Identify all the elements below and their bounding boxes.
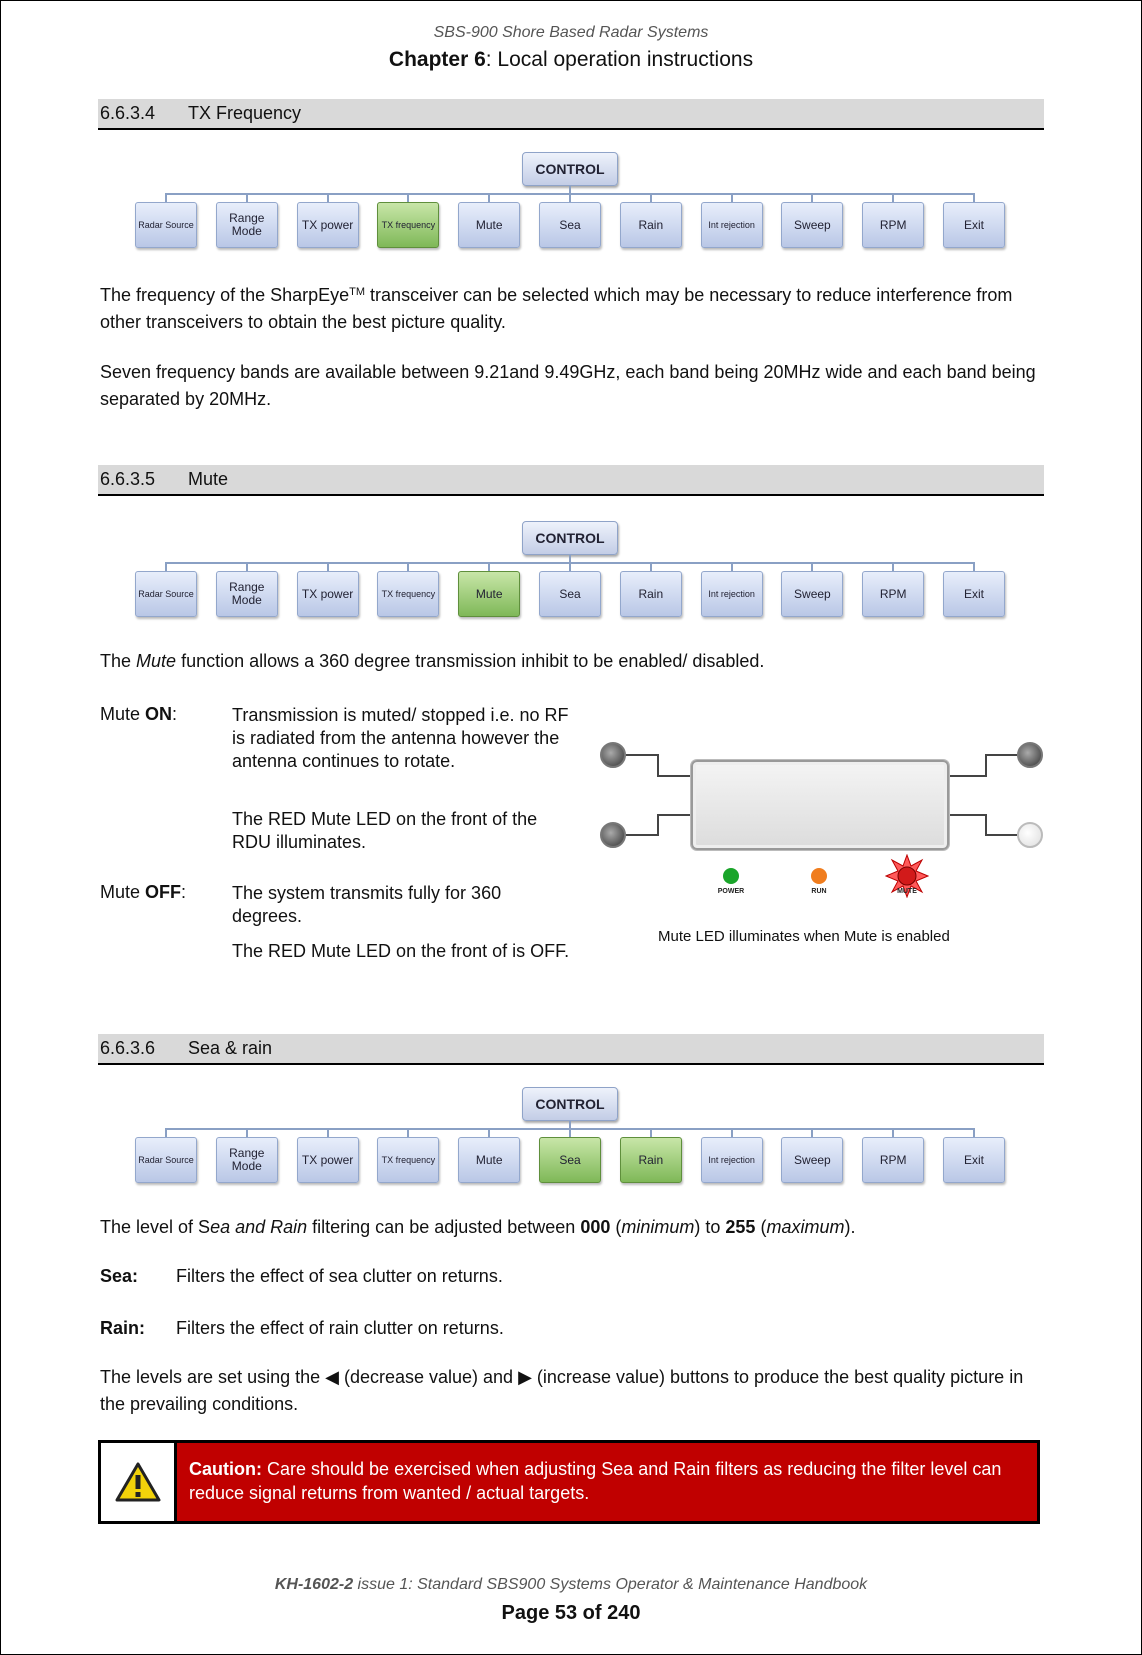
wire: [985, 814, 987, 836]
rain-label: Rain:: [100, 1318, 145, 1338]
mute-intro-b: function allows a 360 degree transmission inhibit to be enabled/ disabled.: [176, 651, 765, 671]
searain-intro-italic: ea and Rain: [210, 1217, 308, 1237]
menu-button-tx-frequency[interactable]: TX frequency: [377, 571, 439, 617]
header-chapter: [0, 48, 1142, 72]
mute-led-label: MUTE: [897, 888, 917, 895]
menu-button-exit[interactable]: Exit: [943, 202, 1005, 248]
menu-button-radar-source[interactable]: Radar Source: [135, 571, 197, 617]
txfreq-p1-text: The frequency of the SharpEye: [100, 285, 350, 305]
caution-label: Caution:: [189, 1459, 262, 1479]
menu-button-tx-power[interactable]: TX power: [297, 571, 359, 617]
power-led-label: POWER: [717, 888, 745, 895]
caution-icon-cell: [101, 1443, 177, 1521]
rdu-display-window: [691, 760, 949, 850]
mute-off-suffix: :: [181, 882, 187, 902]
mute-off-desc-2: The RED Mute LED on the front of is OFF.: [232, 941, 570, 961]
control-header-button[interactable]: CONTROL: [522, 1087, 618, 1121]
menu-button-sea[interactable]: Sea: [539, 202, 601, 248]
max-value: 255: [725, 1217, 756, 1237]
menu-button-rpm[interactable]: RPM: [862, 202, 924, 248]
section-title: TX Frequency: [188, 103, 302, 123]
caution-body: Care should be exercised when adjusting Sea and Rain filters as reducing the filter level can reduce signal returns from wanted / actual targets.: [189, 1459, 1002, 1503]
min-open: (: [610, 1217, 622, 1237]
chapter-number: Chapter 6: [388, 48, 486, 71]
levels-paragraph: [100, 1364, 1040, 1418]
menu-button-rain[interactable]: Rain: [620, 571, 682, 617]
footer-page-number: Page 53 of 240: [501, 1602, 641, 1624]
section-heading-tx-frequency: [98, 99, 1044, 130]
menu-button-range-mode[interactable]: Range Mode: [216, 202, 278, 248]
footer-doc-title: issue 1: Standard SBS900 Systems Operator & Maintenance Handbook: [353, 1576, 868, 1593]
wire: [949, 814, 987, 816]
figure-caption: Mute LED illuminates when Mute is enabled: [658, 928, 950, 945]
knob-bottom-right: [1017, 822, 1043, 848]
min-word: minimum: [621, 1217, 695, 1237]
wire: [985, 834, 1017, 836]
mute-intro-a: The: [100, 651, 137, 671]
max-word: maximum: [766, 1217, 845, 1237]
wire: [657, 775, 693, 777]
header-series: SBS-900 Shore Based Radar Systems: [433, 24, 709, 41]
wire: [949, 775, 987, 777]
txfreq-paragraph-1: [100, 282, 1040, 336]
menu-button-mute[interactable]: Mute: [458, 202, 520, 248]
txfreq-p1-text-rest: transceiver can be selected which may be necessary to reduce interference from other transceivers to obtain the best picture quality.: [100, 285, 1013, 332]
mute-off-desc-1: The system transmits fully for 360 degrees.: [232, 883, 502, 926]
chapter-title: : Local operation instructions: [485, 48, 754, 71]
max-open: (: [755, 1217, 767, 1237]
menu-button-int-rejection[interactable]: Int rejection: [701, 1137, 763, 1183]
control-header-button[interactable]: CONTROL: [522, 152, 618, 186]
sea-label: Sea:: [100, 1266, 139, 1286]
knob-top-right: [1017, 742, 1043, 768]
control-tree-sea-rain: [135, 1087, 1005, 1187]
menu-button-radar-source[interactable]: Radar Source: [135, 202, 197, 248]
menu-button-range-mode[interactable]: Range Mode: [216, 1137, 278, 1183]
control-header-button[interactable]: CONTROL: [522, 521, 618, 555]
menu-button-rain[interactable]: Rain: [620, 1137, 682, 1183]
section-title: Mute: [188, 469, 229, 489]
mute-on-bold: ON: [145, 704, 173, 724]
menu-button-radar-source[interactable]: Radar Source: [135, 1137, 197, 1183]
decrease-arrow-icon: ◀: [325, 1367, 339, 1387]
searain-intro: [100, 1214, 1040, 1241]
run-led: [811, 868, 827, 884]
knob-bottom-left: [600, 822, 626, 848]
wire: [657, 754, 659, 776]
menu-button-sea[interactable]: Sea: [539, 1137, 601, 1183]
mute-off-prefix: Mute: [100, 882, 146, 902]
control-tree-tx-frequency: [135, 152, 1005, 252]
wire: [985, 754, 987, 776]
searain-intro-a: The level of S: [100, 1217, 211, 1237]
min-close: ) to: [694, 1217, 726, 1237]
trademark-sup: TM: [349, 286, 366, 298]
section-title: Sea & rain: [188, 1038, 273, 1058]
menu-button-rpm[interactable]: RPM: [862, 571, 924, 617]
menu-button-tx-power[interactable]: TX power: [297, 1137, 359, 1183]
menu-button-sweep[interactable]: Sweep: [781, 1137, 843, 1183]
menu-button-sea[interactable]: Sea: [539, 571, 601, 617]
power-led: [723, 868, 739, 884]
menu-button-tx-power[interactable]: TX power: [297, 202, 359, 248]
levels-c: (increase value) buttons to produce the best quality picture in the prevailing conditions.: [100, 1367, 1024, 1414]
menu-button-mute[interactable]: Mute: [458, 1137, 520, 1183]
mute-intro-italic: Mute: [136, 651, 177, 671]
wire: [985, 754, 1017, 756]
wire: [657, 814, 693, 816]
wire: [626, 754, 658, 756]
searain-intro-b: filtering can be adjusted between: [307, 1217, 581, 1237]
levels-a: The levels are set using the: [100, 1367, 326, 1387]
mute-on-label: [100, 704, 177, 725]
mute-intro: [100, 648, 1040, 675]
mute-off-label: [100, 882, 186, 903]
menu-button-int-rejection[interactable]: Int rejection: [701, 571, 763, 617]
rain-desc: Filters the effect of rain clutter on returns.: [176, 1318, 504, 1338]
caution-text: [177, 1443, 1037, 1521]
warning-triangle-icon: [115, 1462, 161, 1502]
min-value: 000: [580, 1217, 611, 1237]
menu-button-mute[interactable]: Mute: [458, 571, 520, 617]
section-heading-sea-rain: [98, 1034, 1044, 1065]
footer-doc-ref: [0, 1576, 1142, 1594]
menu-button-int-rejection[interactable]: Int rejection: [701, 202, 763, 248]
mute-off-bold: OFF: [145, 882, 182, 902]
mute-on-suffix: :: [172, 704, 178, 724]
rdu-front-panel-figure: [595, 720, 1055, 900]
max-close: ).: [844, 1217, 856, 1237]
control-tree-mute: [135, 521, 1005, 621]
wire: [626, 834, 658, 836]
mute-on-prefix: Mute: [100, 704, 146, 724]
menu-button-tx-frequency[interactable]: TX frequency: [377, 202, 439, 248]
sea-desc: Filters the effect of sea clutter on returns.: [176, 1266, 503, 1286]
knob-top-left: [600, 742, 626, 768]
menu-button-tx-frequency[interactable]: TX frequency: [377, 1137, 439, 1183]
mute-on-desc-1: Transmission is muted/ stopped i.e. no RF is radiated from the antenna however the antenna continues to rotate.: [232, 705, 569, 771]
mute-on-desc-2: The RED Mute LED on the front of the RDU illuminates.: [232, 809, 538, 852]
increase-arrow-icon: ▶: [518, 1367, 532, 1387]
footer-doc-number: KH-1602-2: [274, 1576, 354, 1593]
menu-button-sweep[interactable]: Sweep: [781, 571, 843, 617]
menu-button-rain[interactable]: Rain: [620, 202, 682, 248]
txfreq-paragraph-2: Seven frequency bands are available between 9.21and 9.49GHz, each band being 20MHz wide and each band being separated by 20MHz.: [100, 362, 1036, 409]
menu-button-exit[interactable]: Exit: [943, 1137, 1005, 1183]
menu-button-sweep[interactable]: Sweep: [781, 202, 843, 248]
section-number: 6.6.3.5: [100, 469, 156, 489]
levels-b: (decrease value) and: [338, 1367, 519, 1387]
menu-button-exit[interactable]: Exit: [943, 571, 1005, 617]
run-led-label: RUN: [811, 888, 827, 895]
section-heading-mute: [98, 465, 1044, 496]
caution-box: [98, 1440, 1040, 1524]
menu-button-range-mode[interactable]: Range Mode: [216, 571, 278, 617]
section-number: 6.6.3.4: [100, 103, 156, 123]
menu-button-rpm[interactable]: RPM: [862, 1137, 924, 1183]
wire: [657, 814, 659, 836]
section-number: 6.6.3.6: [100, 1038, 156, 1058]
